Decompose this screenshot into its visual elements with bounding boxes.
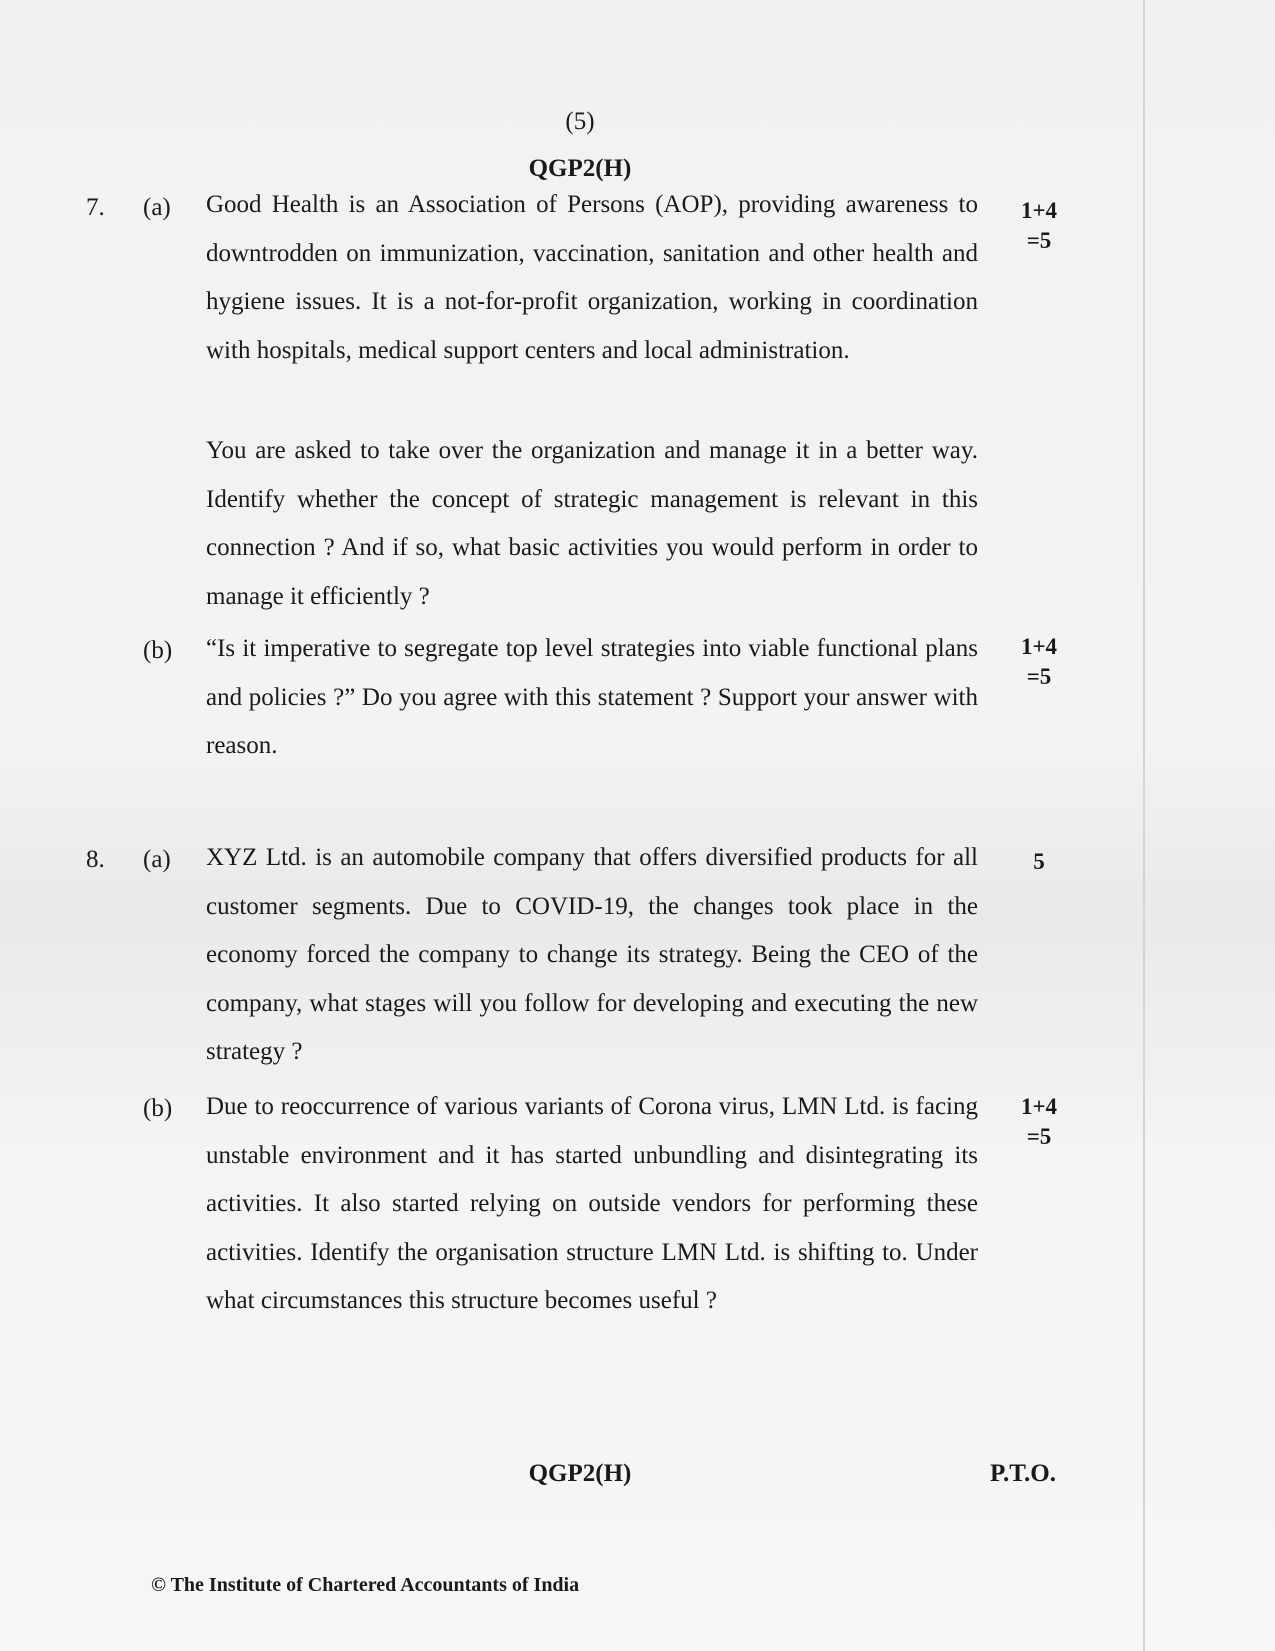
pto-label: P.T.O. xyxy=(990,1460,1056,1487)
paper-code-header: QGP2(H) xyxy=(528,155,632,182)
q7a-marks-split: 1+4 xyxy=(1020,198,1058,223)
q8b-marks-total: =5 xyxy=(1026,1124,1052,1149)
q7a-marks-total: =5 xyxy=(1026,228,1052,253)
question-number-8: 8. xyxy=(86,846,105,873)
q8a-paragraph: XYZ Ltd. is an automobile company that offers diversified products for all customer segments. Due to COVID-19, the changes took place in the economy forced the company to change its strategy. Being the CEO of the company, what stages will you follow for developing and executing the new strategy ? xyxy=(206,844,978,1065)
page-number: (5) xyxy=(565,108,595,135)
page-edge-shadow xyxy=(1143,0,1145,1651)
q7b-marks-total: =5 xyxy=(1026,664,1052,689)
q7b-marks-split: 1+4 xyxy=(1020,634,1058,659)
q8-part-b-label: (b) xyxy=(143,1095,173,1122)
q8-part-a-label: (a) xyxy=(143,846,171,873)
question-number-7: 7. xyxy=(86,194,105,221)
q8a-marks xyxy=(1014,847,1064,877)
q7b-marks xyxy=(1014,632,1064,692)
q7b-paragraph: “Is it imperative to segregate top level strategies into viable functional plans and policies ?” Do you agree with this statement ? Support your answer with reason. xyxy=(206,635,978,759)
q8b-marks xyxy=(1014,1092,1064,1152)
q7a-paragraph-1: Good Health is an Association of Persons (AOP), providing awareness to downtrodden on immunization, vaccination, sanitation and other health and hygiene issues. It is a not-for-profit organization, working in coordination with hospitals, medical support centers and local administration. xyxy=(206,191,978,364)
q7-part-a-label: (a) xyxy=(143,194,171,221)
q7a-marks xyxy=(1014,196,1064,256)
q7-part-b-label: (b) xyxy=(143,637,173,664)
q7a-paragraph-2: You are asked to take over the organization and manage it in a better way. Identify whether the concept of strategic management is relevant in this connection ? And if so, what basic activities you would perform in order to manage it efficiently ? xyxy=(206,437,978,610)
copyright-notice: © The Institute of Chartered Accountants of India xyxy=(151,1574,580,1596)
paper-code-footer: QGP2(H) xyxy=(528,1460,632,1487)
q8b-paragraph: Due to reoccurrence of various variants of Corona virus, LMN Ltd. is facing unstable environment and it has started unbundling and disintegrating its activities. It also started relying on outside vendors for performing these activities. Identify the organisation structure LMN Ltd. is shifting to. Under what circumstances this structure becomes useful ? xyxy=(206,1093,978,1314)
q8a-marks-total: 5 xyxy=(1033,849,1045,874)
q8b-marks-split: 1+4 xyxy=(1020,1094,1058,1119)
